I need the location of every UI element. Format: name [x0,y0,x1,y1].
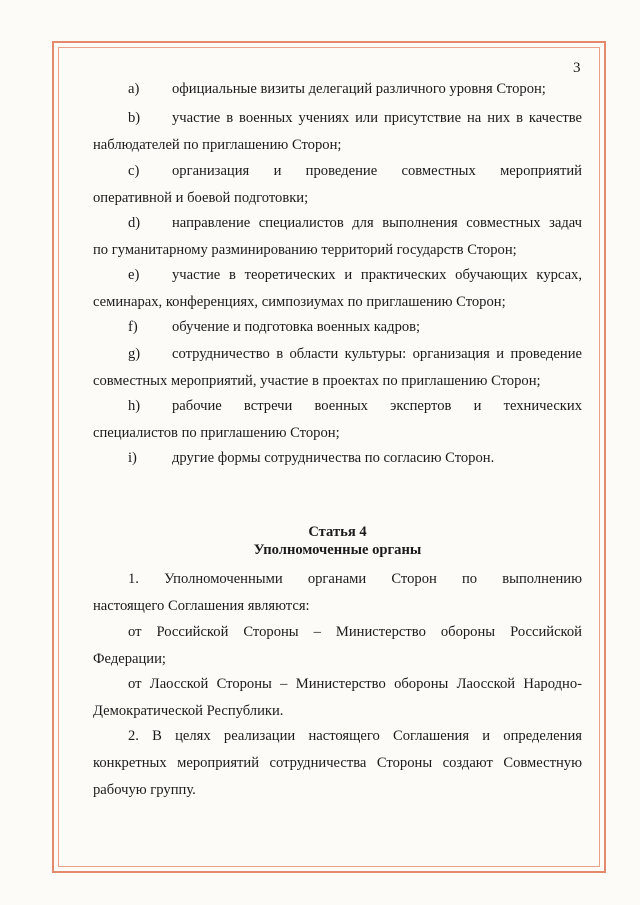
paragraph-2 [93,619,582,673]
list-item-line: оперативной и боевой подготовки; [93,190,309,206]
paragraph-line: Федерации; [93,651,166,667]
list-item-text: официальные визиты делегаций различного уровня Сторон; [172,81,546,97]
list-item-text: сотрудничество в области культуры: организация и проведение [172,346,582,362]
list-item-f [93,314,582,341]
list-item-text: другие формы сотрудничества по согласию Сторон. [172,450,495,466]
list-item-line: семинарах, конференциях, симпозиумах по приглашению Сторон; [93,294,506,310]
list-marker: c) [128,163,140,179]
list-marker: h) [128,398,141,414]
paragraph-line: 2. В целях реализации настоящего Соглашения и определения [128,728,582,744]
list-marker: f) [128,319,138,335]
list-item-line [93,105,582,132]
list-item-line: специалистов по приглашению Сторон; [93,425,340,441]
article-number: Статья 4 [308,524,367,540]
paragraph-4 [93,723,582,804]
list-item-c [93,158,582,212]
list-item-line [93,158,582,185]
list-item-line: по гуманитарному разминированию территорий государств Сторон; [93,242,517,258]
paragraph-line: Демократической Республики. [93,703,284,719]
list-item-b [93,105,582,159]
paragraph-line: рабочую группу. [93,782,196,798]
paragraph-line: 1. Уполномоченными органами Сторон по выполнению [128,571,582,587]
list-item-h [93,393,582,447]
paragraph-1 [93,566,582,620]
list-item-d [93,210,582,264]
list-item-text: участие в теоретических и практических обучающих курсах, [172,267,582,283]
list-marker: e) [128,267,140,283]
paragraph-line: конкретных мероприятий сотрудничества Стороны создают Совместную [93,755,582,771]
list-item-g [93,341,582,395]
list-marker: a) [128,81,140,97]
paragraph-line: от Российской Стороны – Министерство обороны Российской [128,624,582,640]
article-title: Уполномоченные органы [253,542,422,558]
list-item-text: участие в военных учениях или присутствие на них в качестве [172,110,582,126]
paragraph-line: настоящего Соглашения являются: [93,598,310,614]
list-item-line [93,341,582,368]
list-marker: i) [128,450,137,466]
list-item-text: рабочие встречи военных экспертов и технических [172,398,582,414]
page-number: 3 [573,60,581,76]
list-item-line [93,262,582,289]
list-marker: d) [128,215,141,231]
list-item-e [93,262,582,316]
list-item-i [93,445,582,472]
list-item-line [93,210,582,237]
list-item-line: совместных мероприятий, участие в проектах по приглашению Сторон; [93,373,541,389]
paragraph-line: от Лаосской Стороны – Министерство обороны Лаосской Народно- [128,676,582,692]
list-marker: g) [128,346,141,362]
list-marker: b) [128,110,141,126]
list-item-text: организация и проведение совместных мероприятий [172,163,582,179]
list-item-line [93,393,582,420]
list-item-text: обучение и подготовка военных кадров; [172,319,421,335]
list-item-line: наблюдателей по приглашению Сторон; [93,137,342,153]
list-item-a [93,76,582,103]
paragraph-3 [93,671,582,725]
list-item-text: направление специалистов для выполнения совместных задач [172,215,582,231]
